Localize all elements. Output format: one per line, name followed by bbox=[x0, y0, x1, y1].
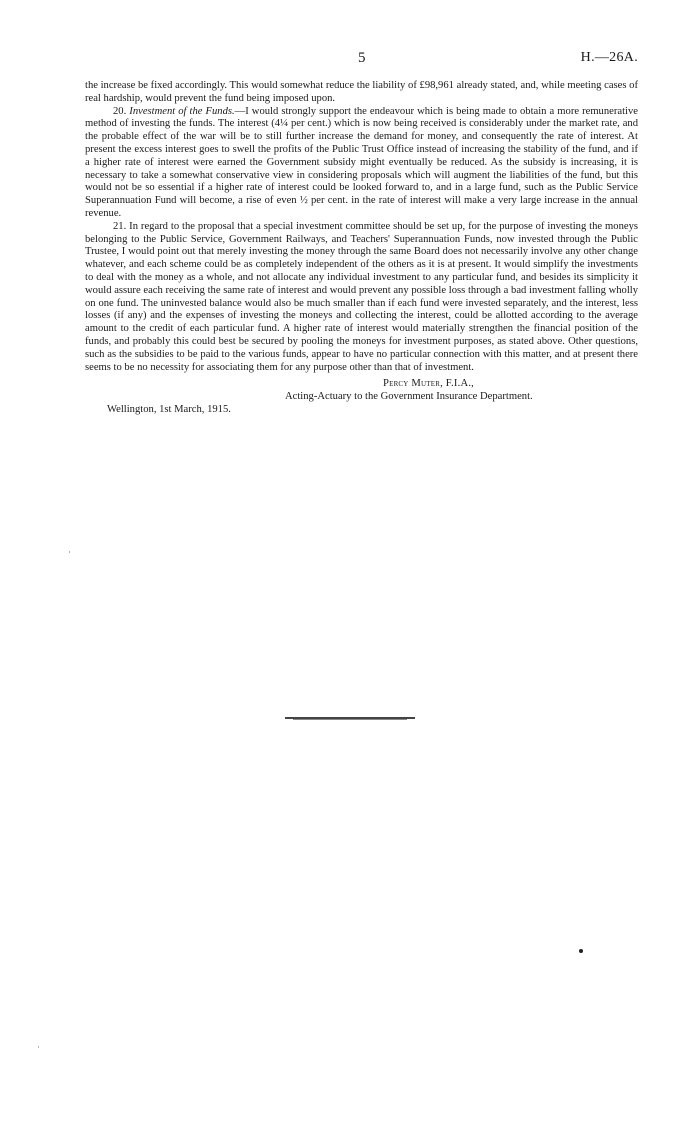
place-and-date: Wellington, 1st March, 1915. bbox=[107, 404, 231, 415]
paragraph-20 bbox=[85, 106, 638, 221]
page-header bbox=[0, 50, 700, 70]
paragraph-text: the increase be fixed accordingly. This would somewhat reduce the liability of £98,961 already stated, and, while meeting cases of real hardship, would prevent the fund being imposed upon. bbox=[85, 80, 638, 104]
page-number: 5 bbox=[358, 50, 366, 66]
paragraph-text: In regard to the proposal that a special investment committee should be set up, for the purpose of investing the moneys belonging to the Public Service, Government Railways, and Teachers' Superannuation Funds, now invested through the Public Trustee, I would point out that merely investing the money through the same Board does not necessarily involve any other change whatever, and each scheme could be as completely independent of the others as it is at present. It would simplify the investments to deal with the money as a whole, and not allocate any individual investment to any particular fund, and besides its simplicity it would assure each receiving the same rate of interest and would prevent any possible loss through a bad investment falling wholly on one fund. The uninvested balance would also be much smaller than if each fund were invested separately, and the interest, less losses (if any) and the expenses of investing the moneys and collecting the interest, could be allotted according to the average amount to the credit of each particular fund. A higher rate of interest would materially strengthen the financial position of the funds, and probably this could best be secured by pooling the moneys for investment purposes, as stated above. Other questions, such as the subsidies to be paid to the various funds, appear to have no particular connection with this matter, and at present there seems to be no necessity for associating them for any purpose other than that of investment. bbox=[85, 220, 638, 373]
ink-speck bbox=[69, 551, 70, 553]
signature-line bbox=[383, 378, 474, 389]
paragraph-number: 20. bbox=[113, 105, 127, 117]
ink-speck bbox=[38, 1046, 39, 1048]
signatory-name: Percy Muter bbox=[383, 378, 441, 389]
document-reference: H.—26A. bbox=[580, 50, 638, 65]
signatory-qualification: , F.I.A., bbox=[440, 378, 475, 389]
paragraph-title: Investment of the Funds. bbox=[129, 105, 235, 117]
paragraph-number: 21. bbox=[113, 220, 127, 232]
signatory-title: Acting-Actuary to the Government Insurance Department. bbox=[285, 391, 533, 402]
rule-thin-line bbox=[293, 719, 407, 720]
ink-speck bbox=[579, 949, 583, 953]
paragraph-continuation bbox=[85, 80, 638, 106]
body-text bbox=[85, 80, 638, 374]
paragraph-21 bbox=[85, 221, 638, 375]
closing-rule bbox=[285, 717, 415, 720]
paragraph-text: —I would strongly support the endeavour which is being made to obtain a more remunerative method of investing the funds. The interest (4¼ per cent.) which is now being received is considerably under the market rate, and the probable effect of the war will be to still further increase the demand for money, and consequently the rate of interest. At present the excess interest goes to swell the profits of the Public Trust Office instead of increasing the stability of the fund, and if a higher rate of interest were earned the Government subsidy might eventually be reduced. As the subsidy is increasing, it is necessary to take a somewhat conservative view in considering proposals which will augment the liabilities of the fund, but this would not be so essential if a higher rate of interest could be looked forward to, and in a large fund, such as the Public Service Superannuation Fund will become, a rise of even ½ per cent. in the rate of interest will make a very large increase in the annual revenue. bbox=[85, 105, 638, 219]
